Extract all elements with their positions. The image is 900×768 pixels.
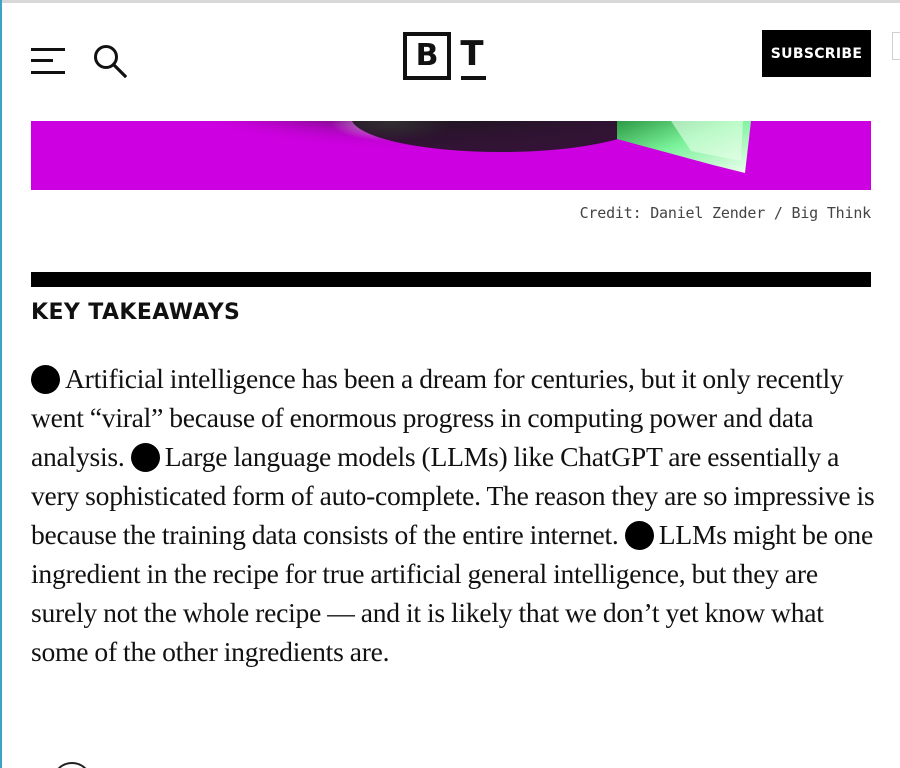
left-border — [0, 0, 2, 768]
logo-b: B — [403, 32, 451, 80]
scroll-tab[interactable] — [892, 32, 900, 60]
bullet-icon — [625, 521, 654, 550]
avatar[interactable] — [52, 762, 92, 768]
takeaway-item: Artificial intelligence has been a dream for centuries, but it only recently went “viral” because of enormous progress in computing power and data analysis. — [31, 363, 844, 472]
site-logo[interactable] — [403, 32, 487, 82]
section-divider — [31, 272, 871, 287]
takeaway-item: Large language models (LLMs) like ChatGPT are essentially a very sophisticated form of auto-complete. The reason they are so impressive is because the training data consists of the entire internet. — [31, 441, 875, 550]
image-credit: Credit: Daniel Zender / Big Think — [579, 204, 871, 222]
takeaway-item: LLMs might be one ingredient in the recipe for true artificial general intelligence, but they are surely not the whole recipe — and it is likely that we don’t yet know what some of the other ingredients are. — [31, 519, 873, 667]
bullet-icon — [31, 365, 60, 394]
key-takeaways-heading: KEY TAKEAWAYS — [31, 300, 241, 325]
key-takeaways-list — [31, 359, 876, 671]
top-border — [0, 0, 900, 3]
bullet-icon — [131, 443, 160, 472]
logo-t: T — [460, 34, 484, 74]
subscribe-button[interactable]: SUBSCRIBE — [762, 30, 871, 77]
hero-image — [31, 121, 871, 190]
search-icon[interactable] — [93, 44, 127, 78]
logo-t-underline — [461, 76, 486, 80]
menu-icon[interactable] — [31, 46, 65, 76]
